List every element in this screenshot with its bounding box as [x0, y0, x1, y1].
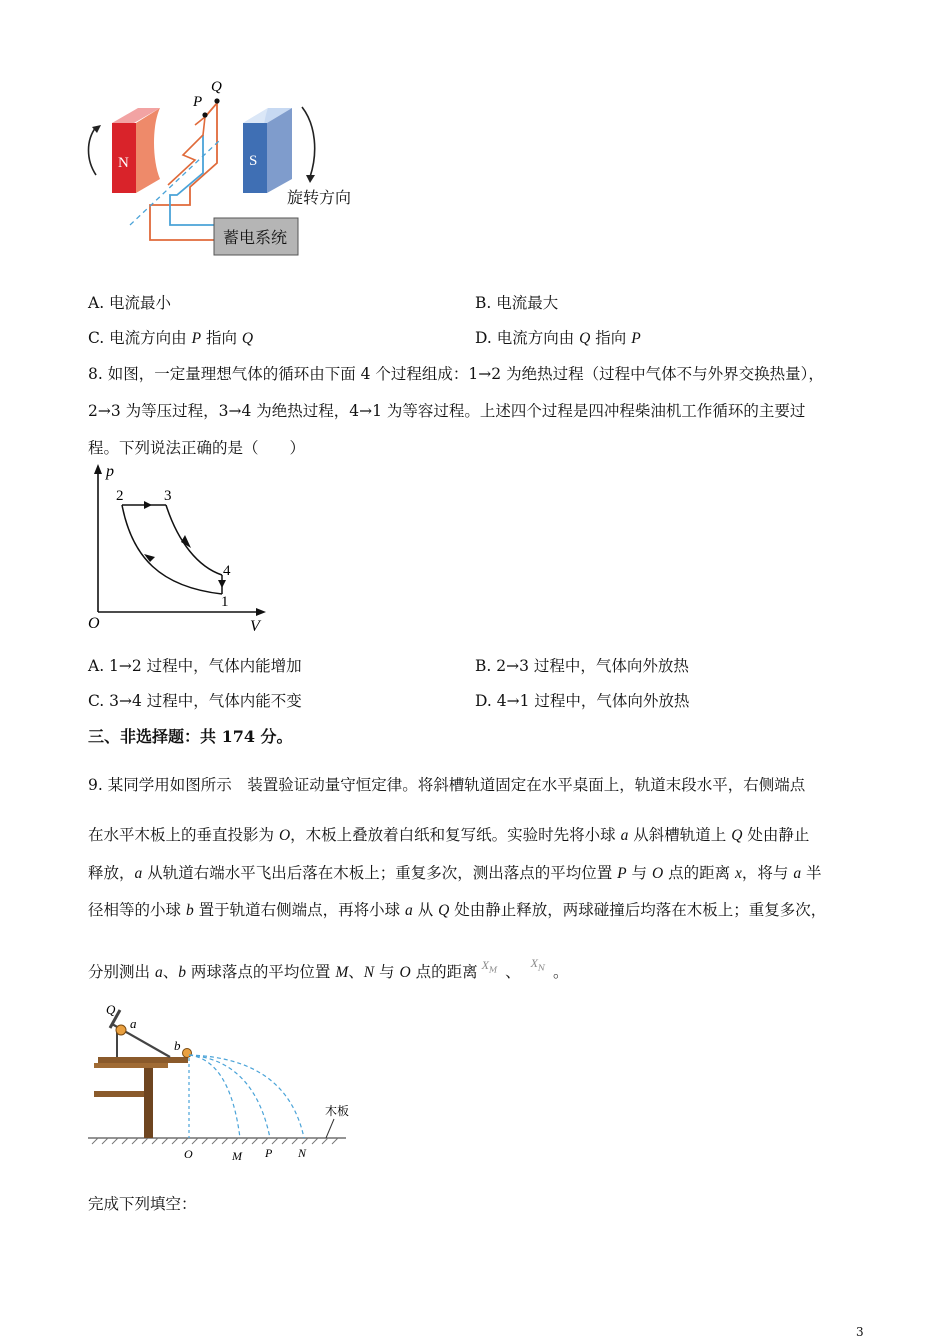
trajectory-m [189, 1055, 240, 1138]
v-axis-arrow [256, 608, 266, 616]
var: O [399, 964, 411, 981]
text: 、 [162, 963, 179, 981]
ball-b [183, 1049, 192, 1058]
var: O [278, 827, 291, 844]
v-axis-label: V [250, 618, 260, 635]
var: b [185, 902, 194, 919]
table-leg [144, 1068, 153, 1138]
p-axis-arrow [94, 464, 102, 474]
var: a [405, 902, 413, 919]
var: O [651, 865, 664, 882]
table-brace [94, 1091, 144, 1097]
text: 与 [626, 864, 652, 882]
label-b: b [174, 1038, 181, 1053]
q9-line-2 [88, 823, 809, 845]
option-text: 指向 [201, 329, 242, 347]
var-q: Q [241, 330, 254, 347]
process-1-2 [122, 505, 222, 594]
text: 分别测出 [88, 963, 155, 981]
board-pointer [326, 1119, 334, 1138]
q9-line-3 [88, 861, 822, 883]
var: Q [731, 827, 743, 844]
n-label: N [118, 155, 129, 171]
text: 在水平木板上的垂直投影为 [88, 826, 279, 844]
ground-label-n: N [298, 1146, 307, 1160]
ground-label-o: O [184, 1147, 193, 1161]
text: 从 [412, 901, 439, 919]
var: a [793, 865, 802, 882]
q7-option-a: A. 电流最小 [88, 294, 172, 312]
trajectory-p [189, 1055, 270, 1138]
coil-outline [168, 117, 205, 185]
q8-line-1: 8. 如图，一定量理想气体的循环由下面 4 个过程组成：1→2 为绝热过程（过程中气体不与外界交换热量）， [88, 365, 824, 383]
arrow-1-2 [144, 554, 155, 562]
n-magnet-pole-face [136, 108, 160, 193]
arrow-4-1 [218, 580, 226, 588]
rotation-direction-label: 旋转方向 [287, 190, 352, 207]
text: ，木板上叠放着白纸和复写纸。实验时先将小球 [290, 826, 621, 844]
p-axis-label: p [106, 463, 114, 480]
text: 释放， [88, 864, 135, 882]
q9-line-5 [88, 956, 569, 982]
subscript: N [538, 963, 545, 973]
ground-label-m: M [232, 1149, 242, 1163]
text: 点的距离 [663, 864, 736, 882]
var: P [617, 865, 627, 882]
trajectory-n [189, 1055, 304, 1138]
var-p: P [191, 330, 202, 347]
board-label: 木板 [325, 1104, 350, 1118]
origin-label: O [88, 615, 100, 632]
page-number: 3 [856, 1325, 864, 1339]
arrowhead-right [306, 175, 315, 183]
ground-hatch [92, 1138, 338, 1144]
q9-line-4 [88, 898, 826, 920]
terminal-q [214, 98, 219, 103]
var: a [154, 964, 163, 981]
var: Q [438, 902, 450, 919]
q8-option-b: B. 2→3 过程中，气体向外放热 [475, 657, 689, 675]
storage-system-label: 蓄电系统 [223, 230, 288, 247]
pv-diagram [80, 462, 280, 637]
terminal-p [202, 112, 207, 117]
option-text: D. 电流方向由 [475, 329, 580, 347]
text: 从轨道右端水平飞出后落在木板上；重复多次，测出落点的平均位置 [142, 864, 618, 882]
text: 处由静止释放，两球碰撞后均落在木板上；重复多次， [449, 901, 827, 919]
rotation-arrow-left [89, 127, 97, 175]
q8-line-3: 程。下列说法正确的是（ ） [88, 439, 306, 457]
q9-line-1: 9. 某同学用如图所示 装置验证动量守恒定律。将斜槽轨道固定在水平桌面上，轨道末段水平，右侧端点 [88, 776, 806, 794]
q8-option-c: C. 3→4 过程中，气体内能不变 [88, 692, 302, 710]
var-q: Q [579, 330, 591, 347]
q9-fill-prompt: 完成下列填空： [88, 1195, 197, 1213]
point-label-1: 1 [221, 594, 229, 610]
var: a [134, 865, 143, 882]
arrow-2-3 [144, 501, 152, 509]
var: M [335, 964, 349, 981]
distance-xm [481, 958, 498, 975]
text: 处由静止 [742, 826, 810, 844]
label-q: Q [106, 1002, 116, 1017]
var: a [620, 827, 629, 844]
table-shelf [94, 1063, 168, 1068]
text: 半 [801, 864, 822, 882]
text: 径相等的小球 [88, 901, 186, 919]
q7-option-d [475, 326, 641, 348]
text: 、 [505, 963, 521, 981]
var-p: P [631, 330, 641, 347]
ground-label-p: P [265, 1146, 273, 1160]
text: 两球落点的平均位置 [185, 963, 336, 981]
point-label-3: 3 [164, 488, 172, 504]
q-label: Q [211, 79, 222, 95]
var: N [363, 964, 375, 981]
subscript: M [488, 965, 498, 975]
q7-option-b: B. 电流最大 [475, 294, 559, 312]
distance-xn [530, 956, 545, 973]
q8-line-2: 2→3 为等压过程，3→4 为绝热过程，4→1 为等容过程。上述四个过程是四冲程柴油机工作循环的主要过 [88, 402, 806, 420]
text: 从斜槽轨道上 [628, 826, 732, 844]
text: 与 [374, 963, 400, 981]
ball-a [116, 1025, 126, 1035]
momentum-experiment-figure [82, 998, 362, 1170]
point-label-4: 4 [223, 563, 231, 579]
p-label: P [193, 94, 203, 110]
rotation-arrow-right [302, 107, 315, 177]
text: 。 [553, 963, 569, 981]
s-magnet-side [267, 108, 292, 193]
point-label-2: 2 [116, 488, 124, 504]
var: x [735, 865, 742, 882]
text: 置于轨道右侧端点，再将小球 [193, 901, 406, 919]
var: b [178, 964, 186, 981]
option-text: C. 电流方向由 [88, 329, 192, 347]
var: X [530, 956, 538, 970]
table-top [98, 1057, 188, 1063]
text: 点的距离 [410, 963, 478, 981]
s-label: S [249, 153, 258, 169]
process-3-4 [166, 505, 222, 575]
q8-option-d: D. 4→1 过程中，气体向外放热 [475, 692, 690, 710]
q8-option-a: A. 1→2 过程中，气体内能增加 [88, 657, 302, 675]
var: X [481, 958, 489, 972]
text: 、 [348, 963, 364, 981]
option-text: 指向 [590, 329, 632, 347]
text: ，将与 [741, 864, 794, 882]
q7-option-c [88, 326, 253, 348]
label-a: a [130, 1016, 137, 1031]
section-3-title: 三、非选择题：共 174 分。 [88, 727, 293, 746]
generator-figure [80, 75, 370, 260]
